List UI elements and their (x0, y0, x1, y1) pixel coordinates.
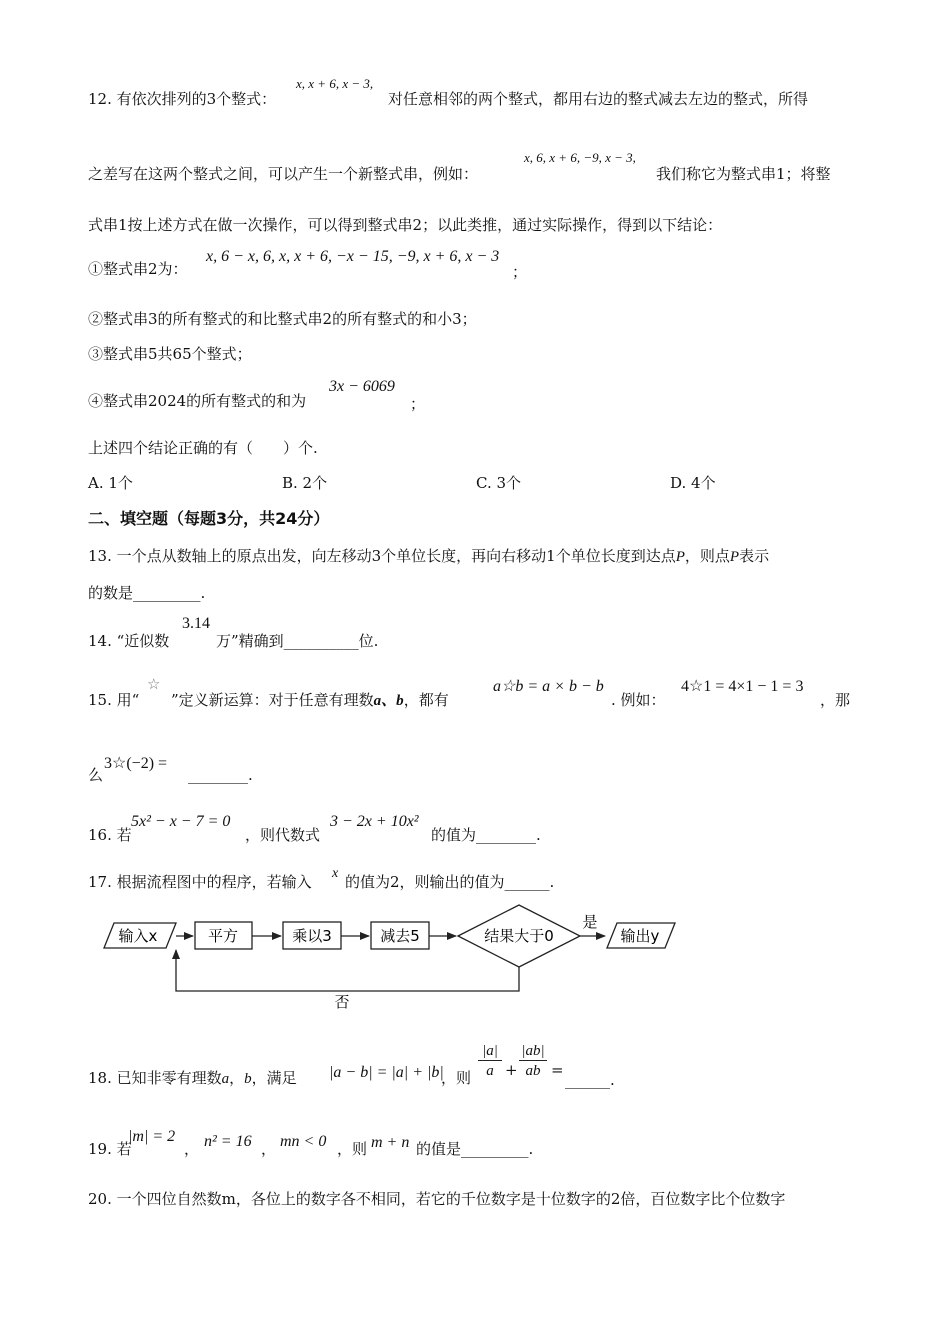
q19-a: 19. 若 (88, 1140, 132, 1158)
q12-conclusion4 (88, 391, 306, 411)
flow-loop-line (176, 950, 519, 991)
q15-ab: a、b (373, 693, 404, 709)
flow-step2-box (283, 922, 341, 949)
q18-eq: = (551, 1061, 564, 1079)
q18-cond: |a − b| = |a| + |b| (329, 1064, 444, 1081)
q12-option-a[interactable]: A. 1个 (88, 474, 133, 492)
q18-f2-den: ab (525, 1063, 541, 1079)
q19-expr: m + n (371, 1134, 410, 1151)
q12-line1b (388, 89, 808, 109)
q18-line (88, 1068, 297, 1089)
q16-a: 16. 若 (88, 826, 132, 844)
q12-text4: 式串1按上述方式在做一次操作，可以得到整式串2；以此类推，通过实际操作，得到以下结论： (88, 216, 723, 234)
q12-text1: 对任意相邻的两个整式，都用右边的整式减去左边的整式，所得 (388, 90, 809, 108)
q18-vb: b (244, 1071, 252, 1087)
q17-line (88, 872, 312, 892)
q12-option-d[interactable]: D. 4个 (670, 474, 716, 492)
q12-text3: 我们称它为整式串1；将整 (656, 165, 831, 183)
q13-text1c: 表示 (739, 547, 770, 565)
q15-a: 15. 用“ (88, 691, 140, 709)
q15-b-text: ”定义新运算：对于任意有理数 (171, 691, 374, 709)
q15-g: ________. (188, 766, 253, 784)
flow-step1-label: 平方 (207, 927, 239, 945)
q12-conclusion1 (88, 259, 188, 279)
q15-example: 4☆1 = 4×1 − 1 = 3 (681, 678, 804, 695)
q12-prefix: 12. 有依次排列的3个整式： (88, 90, 277, 108)
q13-point-p: P (675, 549, 685, 565)
q15-d: . 例如： (611, 691, 666, 709)
flow-decision-label: 结果大于0 (484, 927, 554, 945)
flow-input-box (104, 923, 176, 948)
q15-c-text: ，都有 (403, 691, 449, 709)
flow-decision-diamond (458, 905, 580, 967)
q13-text1b: ，则点 (684, 547, 730, 565)
q12-seq0: x, x + 6, x − 3, (296, 76, 374, 91)
q14-a: 14. “近似数 (88, 632, 170, 650)
q18-c: ，则 (441, 1069, 472, 1087)
flow-yes-label: 是 (582, 913, 598, 931)
q12-ask: 上述四个结论正确的有（ ）个. (88, 439, 318, 457)
q14-num: 3.14 (182, 615, 210, 632)
q18-f1-num: |a| (478, 1042, 502, 1061)
q18-a: 18. 已知非零有理数 (88, 1069, 222, 1087)
q12-c1-math: x, 6 − x, 6, x, x + 6, −x − 15, −9, x + 6, x − 3 (206, 248, 500, 265)
q12-conclusion3: ③整式串5共65个整式； (88, 345, 252, 363)
q12-line2b (656, 164, 831, 184)
flow-step1-box (195, 922, 252, 949)
q12-text2: 之差写在这两个整式之间，可以产生一个新整式串，例如： (88, 165, 479, 183)
q12-option-b[interactable]: B. 2个 (282, 474, 328, 492)
q19-c1: |m| = 2 (128, 1128, 176, 1145)
q12-conclusion2: ②整式串3的所有整式的和比整式串2的所有整式的和小3； (88, 310, 477, 328)
flow-step3-label: 减去5 (380, 927, 420, 945)
q17-x: x (332, 866, 339, 881)
q15-f: 么 (88, 766, 104, 784)
q18-fraction1 (478, 1042, 502, 1081)
q18-plus: + (505, 1061, 518, 1079)
flow-output-box (607, 923, 675, 948)
q16-expr: 3 − 2x + 10x² (330, 813, 419, 830)
q12-c1-label: ①整式串2为： (88, 260, 188, 278)
q19-b: 的值是_________. (416, 1140, 534, 1158)
q12-line2 (88, 164, 478, 184)
q16-c: 的值为________. (431, 826, 541, 844)
q13-text1a: 13. 一个点从数轴上的原点出发，向左移动3个单位长度，再向右移动1个单位长度到达点 (88, 547, 676, 565)
q19-c2: n² = 16 (204, 1133, 252, 1150)
q16-eq: 5x² − x − 7 = 0 (131, 813, 231, 830)
q14-b: 万”精确到__________位. (216, 632, 379, 650)
q19-c3: mn < 0 (280, 1133, 327, 1150)
q15-expr: 3☆(−2) = (104, 755, 168, 772)
flow-step3-box (371, 922, 429, 949)
q20-text: 20. 一个四位自然数m，各位上的数字各不相同，若它的千位数字是十位数字的2倍，百位数字比个位数字 (88, 1190, 786, 1208)
flow-input-label: 输入x (118, 927, 158, 945)
q12-option-c[interactable]: C. 3个 (476, 474, 522, 492)
q12-line3 (88, 215, 722, 235)
q19-s2: ， (261, 1140, 277, 1158)
q18-fraction2 (519, 1042, 547, 1081)
q17-b: 的值为2，则输出的值为______. (345, 873, 555, 891)
section-title: 二、填空题（每题3分，共24分） (88, 509, 330, 528)
q15-star: ☆ (147, 677, 161, 693)
q13-line1 (88, 546, 769, 567)
q13-point-p2: P (729, 549, 740, 565)
q18-b: ，满足 (251, 1069, 297, 1087)
q12-c1-end: ； (512, 263, 528, 281)
q15-e: ，那 (820, 691, 851, 709)
q17-a: 17. 根据流程图中的程序，若输入 (88, 873, 312, 891)
q15-def: a☆b = a × b − b (493, 678, 604, 695)
q19-s3: ，则 (337, 1140, 368, 1158)
q18-f2-num: |ab| (519, 1042, 547, 1061)
q12-c4-label: ④整式串2024的所有整式的和为 (88, 392, 307, 410)
q12-seq1: x, 6, x + 6, −9, x − 3, (524, 150, 636, 165)
q15-b (171, 690, 449, 711)
q12-line1 (88, 89, 276, 109)
q18-va: a (221, 1071, 230, 1087)
flow-no-label: 否 (334, 993, 350, 1011)
q18-blank: ______. (565, 1071, 615, 1089)
q19-s1: ， (184, 1140, 200, 1158)
q18-sep: ， (229, 1069, 245, 1087)
q18-f1-den: a (486, 1063, 494, 1079)
flow-output-label: 输出y (620, 927, 660, 945)
q12-c4-math: 3x − 6069 (329, 378, 395, 395)
q13-line2: 的数是_________. (88, 584, 206, 602)
q16-b: ，则代数式 (245, 826, 321, 844)
q12-c4-end: ； (410, 395, 426, 413)
flow-step2-label: 乘以3 (292, 927, 332, 945)
